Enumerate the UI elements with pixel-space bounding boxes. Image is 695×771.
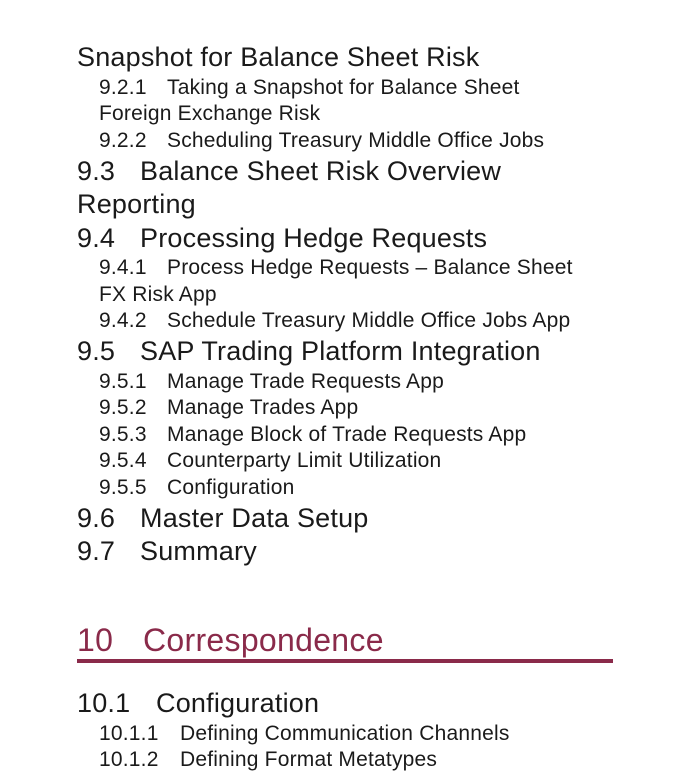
- toc-entry-title: Defining Communication Channels: [180, 722, 510, 745]
- toc-entry-10-1-2[interactable]: [99, 749, 437, 770]
- toc-entry-number: 9.6: [77, 503, 116, 533]
- toc-entry-10-1-1[interactable]: [99, 723, 510, 744]
- toc-entry-title: SAP Trading Platform Integration: [140, 336, 541, 366]
- toc-entry-title: Configuration: [156, 688, 320, 718]
- toc-entry-9-2-1-continuation: [99, 103, 320, 124]
- toc-entry-number: 9.4.2: [99, 309, 147, 332]
- chapter-title: Correspondence: [143, 622, 384, 658]
- toc-entry-title: Scheduling Treasury Middle Office Jobs: [167, 129, 545, 152]
- toc-entry-number: 9.4: [77, 223, 116, 253]
- toc-entry-number: 9.4.1: [99, 256, 147, 279]
- toc-entry-title: Process Hedge Requests – Balance Sheet: [167, 256, 573, 279]
- toc-entry-title: Defining Format Metatypes: [180, 748, 438, 771]
- toc-entry-title: Processing Hedge Requests: [140, 223, 488, 253]
- toc-entry-number: 9.5: [77, 336, 116, 366]
- toc-entry-10-1[interactable]: [77, 690, 319, 717]
- toc-entry-title: Counterparty Limit Utilization: [167, 449, 442, 472]
- toc-entry-title-continuation: FX Risk App: [99, 283, 217, 306]
- toc-entry-9-6[interactable]: [77, 505, 369, 532]
- toc-entry-snapshot-heading[interactable]: [77, 44, 479, 71]
- toc-entry-9-4-1-continuation: [99, 284, 217, 305]
- toc-entry-number: 9.3: [77, 156, 116, 186]
- toc-entry-title: Summary: [140, 536, 257, 566]
- toc-entry-title: Snapshot for Balance Sheet Risk: [77, 42, 480, 72]
- toc-entry-title: Manage Trade Requests App: [167, 370, 445, 393]
- toc-entry-number: 9.2.2: [99, 129, 147, 152]
- toc-entry-9-5-5[interactable]: [99, 477, 295, 498]
- toc-entry-9-4-2[interactable]: [99, 310, 570, 331]
- toc-entry-number: 9.5.1: [99, 370, 147, 393]
- toc-entry-9-3-continuation: [77, 191, 196, 218]
- toc-entry-9-2-2[interactable]: [99, 130, 544, 151]
- toc-entry-9-4-1[interactable]: [99, 257, 573, 278]
- toc-entry-number: 9.5.5: [99, 476, 147, 499]
- toc-entry-number: 10.1.2: [99, 748, 159, 771]
- toc-entry-title: Configuration: [167, 476, 295, 499]
- toc-entry-9-3[interactable]: [77, 158, 501, 185]
- toc-entry-9-4[interactable]: [77, 225, 487, 252]
- toc-entry-number: 9.5.3: [99, 423, 147, 446]
- chapter-number: 10: [77, 622, 114, 658]
- toc-entry-number: 9.5.2: [99, 396, 147, 419]
- toc-entry-title: Manage Trades App: [167, 396, 359, 419]
- toc-entry-title-continuation: Foreign Exchange Risk: [99, 102, 321, 125]
- toc-entry-9-5-3[interactable]: [99, 424, 526, 445]
- toc-entry-9-2-1[interactable]: [99, 77, 520, 98]
- toc-entry-title: Schedule Treasury Middle Office Jobs App: [167, 309, 571, 332]
- toc-entry-title: Master Data Setup: [140, 503, 369, 533]
- toc-entry-9-5-4[interactable]: [99, 450, 441, 471]
- toc-entry-title-continuation: Reporting: [77, 189, 196, 219]
- toc-entry-title: Manage Block of Trade Requests App: [167, 423, 527, 446]
- toc-entry-number: 9.7: [77, 536, 116, 566]
- chapter-divider: [77, 659, 613, 663]
- toc-entry-9-7[interactable]: [77, 538, 257, 565]
- chapter-heading-10[interactable]: [77, 624, 384, 656]
- toc-entry-title: Taking a Snapshot for Balance Sheet: [167, 76, 520, 99]
- toc-entry-title: Balance Sheet Risk Overview: [140, 156, 502, 186]
- toc-entry-9-5[interactable]: [77, 338, 541, 365]
- toc-entry-number: 10.1.1: [99, 722, 159, 745]
- toc-entry-number: 9.5.4: [99, 449, 147, 472]
- toc-entry-number: 9.2.1: [99, 76, 147, 99]
- toc-entry-number: 10.1: [77, 688, 131, 718]
- toc-entry-9-5-2[interactable]: [99, 397, 358, 418]
- toc-entry-9-5-1[interactable]: [99, 371, 444, 392]
